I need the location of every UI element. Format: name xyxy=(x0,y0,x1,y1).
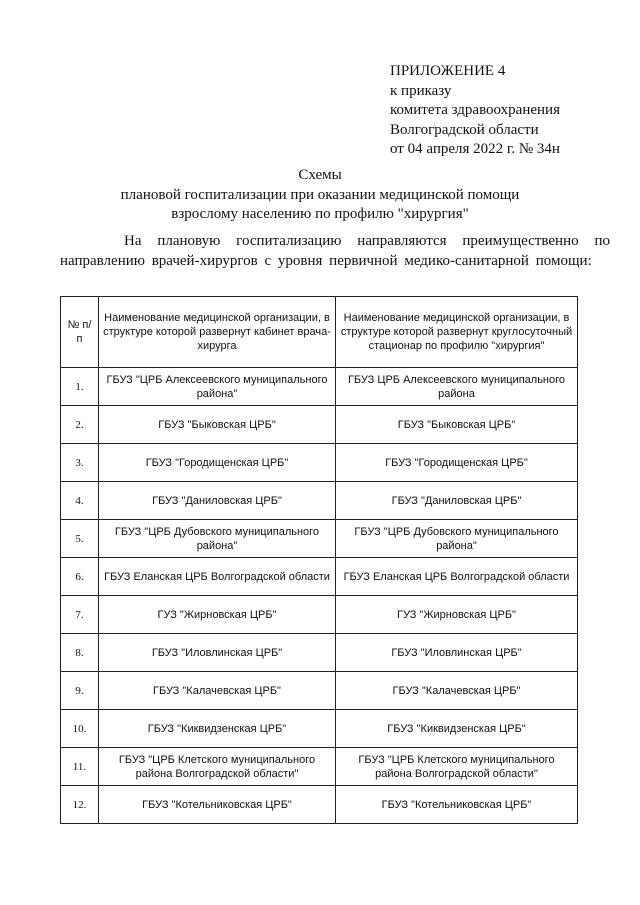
header-num: № п/п xyxy=(61,297,99,368)
row-cabinet-org: ГУЗ "Жирновская ЦРБ" xyxy=(99,596,336,634)
document-heading xyxy=(0,166,640,225)
row-hospital-org: ГБУЗ Еланская ЦРБ Волгоградской области xyxy=(336,558,578,596)
table-row xyxy=(61,748,578,786)
table-row xyxy=(61,672,578,710)
row-number: 1. xyxy=(61,368,99,406)
row-hospital-org: ГБУЗ ЦРБ Алексеевского муниципального района xyxy=(336,368,578,406)
row-hospital-org: ГБУЗ "ЦРБ Клетского муниципального района Волгоградской области" xyxy=(336,748,578,786)
table-row xyxy=(61,634,578,672)
row-cabinet-org: ГБУЗ "Калачевская ЦРБ" xyxy=(99,672,336,710)
table-row xyxy=(61,596,578,634)
row-cabinet-org: ГБУЗ "Быковская ЦРБ" xyxy=(99,406,336,444)
row-hospital-org: ГБУЗ "Калачевская ЦРБ" xyxy=(336,672,578,710)
row-cabinet-org: ГБУЗ "Даниловская ЦРБ" xyxy=(99,482,336,520)
appendix-line: комитета здравоохранения xyxy=(390,102,560,118)
hospitalization-table xyxy=(60,296,578,824)
row-cabinet-org: ГБУЗ "Котельниковская ЦРБ" xyxy=(99,786,336,824)
table-row xyxy=(61,368,578,406)
table-header-row xyxy=(61,297,578,368)
table-row xyxy=(61,520,578,558)
appendix-line: к приказу xyxy=(390,82,452,99)
row-number: 5. xyxy=(61,520,99,558)
row-cabinet-org: ГБУЗ "Городищенская ЦРБ" xyxy=(99,444,336,482)
table-body xyxy=(61,368,578,824)
row-hospital-org: ГБУЗ "Даниловская ЦРБ" xyxy=(336,482,578,520)
table-row xyxy=(61,406,578,444)
table-row xyxy=(61,710,578,748)
row-number: 12. xyxy=(61,786,99,824)
appendix-block xyxy=(390,62,560,160)
row-number: 4. xyxy=(61,482,99,520)
row-cabinet-org: ГБУЗ Еланская ЦРБ Волгоградской области xyxy=(99,558,336,596)
row-number: 3. xyxy=(61,444,99,482)
appendix-line: Волгоградской области xyxy=(390,121,539,138)
row-cabinet-org: ГБУЗ "ЦРБ Дубовского муниципального района" xyxy=(99,520,336,558)
row-cabinet-org: ГБУЗ "Иловлинская ЦРБ" xyxy=(99,634,336,672)
row-number: 10. xyxy=(61,710,99,748)
appendix-date: от 04 апреля 2022 г. № 34н xyxy=(390,141,560,157)
row-number: 2. xyxy=(61,406,99,444)
row-hospital-org: ГБУЗ "ЦРБ Дубовского муниципального района" xyxy=(336,520,578,558)
row-number: 7. xyxy=(61,596,99,634)
row-hospital-org: ГБУЗ "Котельниковская ЦРБ" xyxy=(336,786,578,824)
row-cabinet-org: ГБУЗ "Киквидзенская ЦРБ" xyxy=(99,710,336,748)
row-hospital-org: ГУЗ "Жирновская ЦРБ" xyxy=(336,596,578,634)
appendix-title: ПРИЛОЖЕНИЕ 4 xyxy=(390,63,506,79)
table-row xyxy=(61,482,578,520)
heading-title: Схемы xyxy=(298,167,342,183)
row-number: 6. xyxy=(61,558,99,596)
row-hospital-org: ГБУЗ "Киквидзенская ЦРБ" xyxy=(336,710,578,748)
table-row xyxy=(61,558,578,596)
intro-paragraph: На плановую госпитализацию направляются преимущественно по направлению врачей-хирургов с уровня первичной медико-санитарной помощи: xyxy=(60,233,610,269)
header-col-b: Наименование медицинской организации, в структуре которой развернут круглосуточный стационар по профилю "хирургия" xyxy=(336,297,578,368)
row-number: 11. xyxy=(61,748,99,786)
table-row xyxy=(61,786,578,824)
row-hospital-org: ГБУЗ "Городищенская ЦРБ" xyxy=(336,444,578,482)
row-cabinet-org: ГБУЗ "ЦРБ Клетского муниципального района Волгоградской области" xyxy=(99,748,336,786)
header-col-a: Наименование медицинской организации, в структуре которой развернут кабинет врача-хирурга xyxy=(99,297,336,368)
row-hospital-org: ГБУЗ "Быковская ЦРБ" xyxy=(336,406,578,444)
row-hospital-org: ГБУЗ "Иловлинская ЦРБ" xyxy=(336,634,578,672)
table-row xyxy=(61,444,578,482)
heading-line: плановой госпитализации при оказании медицинской помощи xyxy=(120,186,520,203)
row-number: 9. xyxy=(61,672,99,710)
row-number: 8. xyxy=(61,634,99,672)
row-cabinet-org: ГБУЗ "ЦРБ Алексеевского муниципального района" xyxy=(99,368,336,406)
heading-line: взрослому населению по профилю "хирургия" xyxy=(171,206,469,222)
